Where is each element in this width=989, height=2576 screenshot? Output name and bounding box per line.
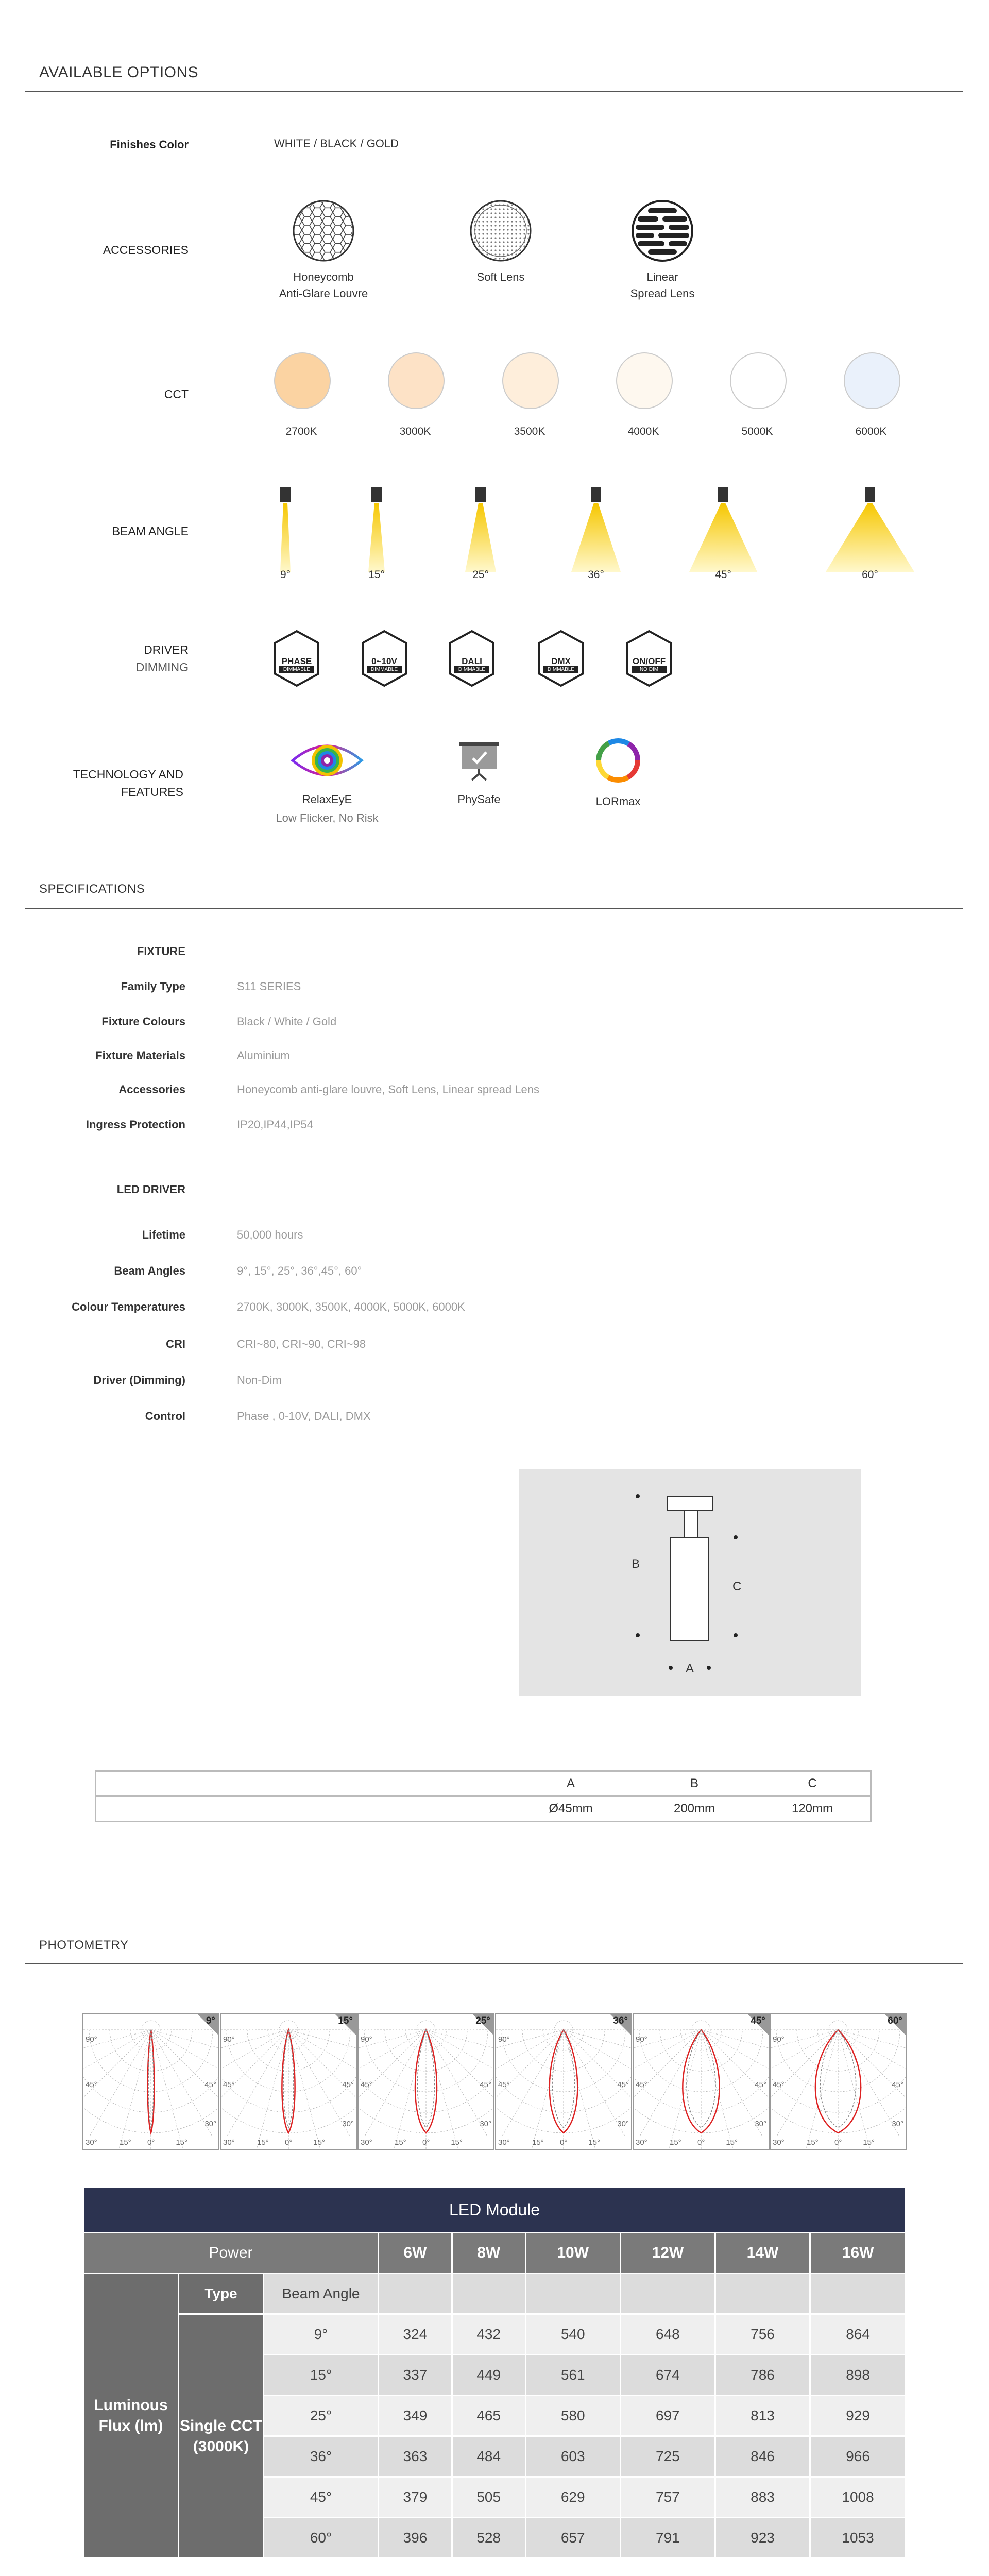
cct-label: 3500K <box>514 426 545 437</box>
driver-type-label: DMX <box>551 656 571 666</box>
dali-dimming-icon <box>448 630 496 687</box>
phase-dimming-icon <box>273 630 320 687</box>
dim-value-a: Ø45mm <box>549 1802 593 1816</box>
cct-label: 4000K <box>627 426 659 437</box>
beam-angle-label: BEAM ANGLE <box>112 524 189 538</box>
cct-label: 3000K <box>399 426 431 437</box>
spec-key: Colour Temperatures <box>72 1300 185 1313</box>
beam-cone-icon <box>275 487 296 572</box>
flux-value: 505 <box>452 2477 525 2518</box>
flux-value: 864 <box>810 2314 906 2355</box>
power-8w: 8W <box>452 2233 525 2274</box>
polar-angle-label: 15° <box>176 2138 187 2147</box>
power-6w: 6W <box>379 2233 452 2274</box>
spec-value: Aluminium <box>237 1049 290 1062</box>
driver-dim-label: DIMMABLE <box>283 667 311 672</box>
polar-angle-label: 45° <box>892 2080 903 2089</box>
polar-angle-label: 15° <box>451 2138 463 2147</box>
physafe-icon <box>454 740 504 781</box>
section-divider <box>25 908 963 909</box>
polar-angle-label: 45° <box>636 2080 647 2089</box>
beam-cone-icon <box>825 487 915 572</box>
polar-angle-label: 30° <box>755 2120 766 2128</box>
polar-beam-label: 9° <box>206 2015 215 2026</box>
driver-dimming-label: DRIVER DIMMING <box>135 643 189 674</box>
cct-label: 5000K <box>741 426 773 437</box>
polar-angle-label: 30° <box>86 2138 97 2147</box>
spec-key: Beam Angles <box>114 1264 185 1277</box>
power-10w: 10W <box>525 2233 620 2274</box>
spec-key: Fixture Materials <box>95 1049 185 1062</box>
polar-angle-label: 15° <box>670 2138 681 2147</box>
beam-angle-cell: 60° <box>264 2518 379 2558</box>
beam-angle-value: 60° <box>862 569 878 581</box>
polar-angle-label: 30° <box>480 2120 491 2128</box>
power-14w: 14W <box>715 2233 810 2274</box>
flux-value: 648 <box>620 2314 715 2355</box>
polar-angle-label: 30° <box>892 2120 903 2128</box>
type-label: Type <box>179 2274 264 2314</box>
polar-angle-label: 0° <box>560 2138 568 2147</box>
lormax-icon <box>593 736 643 785</box>
beam-angle-value: 36° <box>588 569 604 581</box>
luminous-flux-table <box>82 2186 907 2559</box>
polar-angle-label: 45° <box>86 2080 97 2089</box>
lormax-name: LORmax <box>595 795 641 808</box>
flux-value: 580 <box>525 2396 620 2436</box>
table-row <box>96 1797 871 1822</box>
polar-angle-label: 15° <box>257 2138 269 2147</box>
soft-lens-icon <box>469 199 533 263</box>
polar-angle-label: 90° <box>498 2035 510 2044</box>
polar-chart <box>357 2013 494 2150</box>
spec-value: 50,000 hours <box>237 1228 303 1241</box>
relaxeye-name: RelaxEyE <box>302 793 352 806</box>
flux-value: 432 <box>452 2314 525 2355</box>
section-divider <box>25 1963 963 1964</box>
cct-label: 2700K <box>285 426 317 437</box>
empty-cell <box>452 2274 525 2314</box>
power-label: Power <box>83 2233 379 2274</box>
photometry-title: PHOTOMETRY <box>39 1938 129 1952</box>
driver-type-label: 0~10V <box>371 656 397 666</box>
polar-angle-label: 30° <box>773 2138 785 2147</box>
beam-angle-cell: 15° <box>264 2355 379 2396</box>
polar-angle-label: 15° <box>395 2138 406 2147</box>
dimension-table <box>95 1770 872 1822</box>
polar-angle-label: 45° <box>773 2080 785 2089</box>
flux-value: 898 <box>810 2355 906 2396</box>
flux-value: 697 <box>620 2396 715 2436</box>
flux-value: 465 <box>452 2396 525 2436</box>
polar-angle-label: 45° <box>755 2080 766 2089</box>
empty-cell <box>715 2274 810 2314</box>
flux-value: 337 <box>379 2355 452 2396</box>
dim-value-c: 120mm <box>791 1802 833 1816</box>
driver-dim-label: DIMMABLE <box>458 667 486 672</box>
dimension-label-c: C <box>732 1580 742 1594</box>
relaxeye-sub: Low Flicker, No Risk <box>276 811 379 824</box>
empty-cell <box>620 2274 715 2314</box>
dim-header-c: C <box>755 1771 871 1797</box>
cct-swatch <box>844 352 900 409</box>
relaxeye-icon <box>288 736 366 785</box>
polar-angle-label: 45° <box>342 2080 354 2089</box>
fixture-heading: FIXTURE <box>137 945 185 958</box>
polar-beam-label: 36° <box>613 2015 628 2026</box>
spec-key: Control <box>145 1410 185 1422</box>
beam-angle-cell: 25° <box>264 2396 379 2436</box>
accessory-caption-2: Soft Lens <box>476 270 525 283</box>
spec-value: Non-Dim <box>237 1374 282 1386</box>
polar-angle-label: 45° <box>480 2080 491 2089</box>
beam-angle-value: 25° <box>472 569 489 581</box>
beam-angle-value: 45° <box>715 569 731 581</box>
dimension-label-b: B <box>632 1557 640 1571</box>
flux-value: 1053 <box>810 2518 906 2558</box>
flux-value: 1008 <box>810 2477 906 2518</box>
section-divider <box>25 91 963 92</box>
table-row <box>83 2274 906 2314</box>
led-module-title: LED Module <box>83 2187 906 2233</box>
table-row <box>83 2233 906 2274</box>
polar-angle-label: 15° <box>588 2138 600 2147</box>
polar-angle-label: 30° <box>498 2138 510 2147</box>
flux-label: Luminous Flux (lm) <box>83 2274 179 2558</box>
linear-spread-icon <box>630 199 694 263</box>
flux-value: 324 <box>379 2314 452 2355</box>
beam-angle-value: 15° <box>368 569 385 581</box>
empty-cell <box>379 2274 452 2314</box>
flux-value: 846 <box>715 2436 810 2477</box>
dimension-label-a: A <box>686 1662 694 1675</box>
dmx-dimming-icon <box>537 630 585 687</box>
polar-chart <box>495 2013 632 2150</box>
flux-value: 786 <box>715 2355 810 2396</box>
spec-key: Family Type <box>121 980 185 993</box>
spec-value: CRI~80, CRI~90, CRI~98 <box>237 1337 366 1350</box>
polar-angle-label: 15° <box>532 2138 544 2147</box>
dim-value-b: 200mm <box>673 1802 715 1816</box>
table-row <box>83 2187 906 2233</box>
flux-value: 966 <box>810 2436 906 2477</box>
honeycomb-icon <box>292 199 355 263</box>
finishes-label: Finishes Color <box>110 138 189 151</box>
polar-chart <box>220 2013 357 2150</box>
polar-angle-label: 30° <box>617 2120 629 2128</box>
polar-angle-label: 30° <box>223 2138 235 2147</box>
polar-chart <box>82 2013 219 2150</box>
polar-angle-label: 90° <box>636 2035 647 2044</box>
polar-angle-label: 0° <box>147 2138 155 2147</box>
polar-beam-label: 25° <box>475 2015 490 2026</box>
spec-value: S11 SERIES <box>237 980 301 993</box>
empty-cell <box>525 2274 620 2314</box>
cct-label: CCT <box>164 387 189 401</box>
polar-angle-label: 45° <box>223 2080 235 2089</box>
on-off-icon <box>625 630 673 687</box>
available-options-title: AVAILABLE OPTIONS <box>39 64 199 81</box>
accessory-caption-1: Honeycomb Anti-Glare Louvre <box>279 270 368 300</box>
polar-chart <box>633 2013 770 2150</box>
power-12w: 12W <box>620 2233 715 2274</box>
type-value: Single CCT (3000K) <box>179 2314 264 2558</box>
polar-angle-label: 15° <box>120 2138 131 2147</box>
polar-beam-label: 15° <box>338 2015 353 2026</box>
beam-angle-cell: 9° <box>264 2314 379 2355</box>
spec-key: Driver (Dimming) <box>93 1374 185 1386</box>
flux-value: 349 <box>379 2396 452 2436</box>
polar-beam-label: 45° <box>751 2015 765 2026</box>
beam-angle-header: Beam Angle <box>264 2274 379 2314</box>
polar-chart <box>770 2013 907 2150</box>
accessory-caption-3: Linear Spread Lens <box>630 270 695 300</box>
driver-type-label: ON/OFF <box>632 656 666 666</box>
physafe-name: PhySafe <box>457 793 501 806</box>
polar-angle-label: 90° <box>223 2035 235 2044</box>
spec-value: 2700K, 3000K, 3500K, 4000K, 5000K, 6000K <box>237 1300 465 1313</box>
polar-angle-label: 15° <box>313 2138 325 2147</box>
driver-type-label: DALI <box>462 656 482 666</box>
spec-key: Lifetime <box>142 1228 185 1241</box>
spec-key: Ingress Protection <box>86 1118 185 1131</box>
flux-value: 725 <box>620 2436 715 2477</box>
spec-key: Fixture Colours <box>101 1015 185 1028</box>
flux-value: 363 <box>379 2436 452 2477</box>
empty-cell <box>810 2274 906 2314</box>
spec-value: Honeycomb anti-glare louvre, Soft Lens, Linear spread Lens <box>237 1083 540 1096</box>
beam-angle-cell: 36° <box>264 2436 379 2477</box>
polar-angle-label: 45° <box>617 2080 629 2089</box>
polar-angle-label: 0° <box>422 2138 430 2147</box>
beam-cone-icon <box>366 487 387 572</box>
polar-angle-label: 30° <box>361 2138 372 2147</box>
beam-angle-cell: 45° <box>264 2477 379 2518</box>
beam-cone-icon <box>688 487 758 572</box>
polar-angle-label: 30° <box>204 2120 216 2128</box>
flux-value: 813 <box>715 2396 810 2436</box>
flux-value: 396 <box>379 2518 452 2558</box>
cct-swatch <box>274 352 331 409</box>
polar-angle-label: 30° <box>636 2138 647 2147</box>
flux-value: 791 <box>620 2518 715 2558</box>
spec-value: Black / White / Gold <box>237 1015 337 1028</box>
flux-value: 883 <box>715 2477 810 2518</box>
driver-dim-label: DIMMABLE <box>370 667 398 672</box>
polar-angle-label: 0° <box>834 2138 842 2147</box>
led-driver-heading: LED DRIVER <box>116 1183 185 1196</box>
flux-value: 929 <box>810 2396 906 2436</box>
flux-value: 379 <box>379 2477 452 2518</box>
dim-header-a: A <box>507 1771 634 1797</box>
flux-value: 923 <box>715 2518 810 2558</box>
flux-value: 629 <box>525 2477 620 2518</box>
polar-angle-label: 0° <box>285 2138 293 2147</box>
flux-value: 484 <box>452 2436 525 2477</box>
flux-value: 757 <box>620 2477 715 2518</box>
spec-key: Accessories <box>118 1083 185 1096</box>
table-row <box>83 2314 906 2355</box>
polar-angle-label: 90° <box>773 2035 785 2044</box>
spec-key: CRI <box>166 1337 185 1350</box>
cct-swatch <box>502 352 559 409</box>
finishes-value: WHITE / BLACK / GOLD <box>274 137 399 150</box>
flux-value: 449 <box>452 2355 525 2396</box>
driver-dim-label: DIMMABLE <box>547 667 575 672</box>
polar-angle-label: 30° <box>342 2120 354 2128</box>
dim-header-b: B <box>634 1771 755 1797</box>
spec-value: 9°, 15°, 25°, 36°,45°, 60° <box>237 1264 362 1277</box>
power-16w: 16W <box>810 2233 906 2274</box>
polar-angle-label: 45° <box>204 2080 216 2089</box>
technology-label: TECHNOLOGY AND FEATURES <box>73 768 183 799</box>
beam-cone-icon <box>464 487 497 572</box>
accessories-label: ACCESSORIES <box>103 243 189 257</box>
cct-swatch <box>730 352 787 409</box>
polar-angle-label: 0° <box>697 2138 705 2147</box>
flux-value: 674 <box>620 2355 715 2396</box>
0-10v-dimming-icon <box>361 630 408 687</box>
polar-angle-label: 90° <box>361 2035 372 2044</box>
driver-dim-label: NO DIM <box>639 667 659 672</box>
flux-value: 657 <box>525 2518 620 2558</box>
specifications-title: SPECIFICATIONS <box>39 882 145 896</box>
table-row <box>96 1771 871 1797</box>
cct-swatch <box>616 352 673 409</box>
flux-value: 540 <box>525 2314 620 2355</box>
spec-value: Phase , 0-10V, DALI, DMX <box>237 1410 371 1422</box>
polar-angle-label: 45° <box>361 2080 372 2089</box>
polar-angle-label: 15° <box>863 2138 875 2147</box>
beam-cone-icon <box>570 487 622 572</box>
polar-angle-label: 90° <box>86 2035 97 2044</box>
flux-value: 603 <box>525 2436 620 2477</box>
polar-angle-label: 15° <box>726 2138 738 2147</box>
polar-beam-label: 60° <box>888 2015 902 2026</box>
spec-value: IP20,IP44,IP54 <box>237 1118 313 1131</box>
beam-angle-value: 9° <box>280 569 291 581</box>
cct-label: 6000K <box>855 426 887 437</box>
cct-swatch <box>388 352 445 409</box>
polar-angle-label: 15° <box>807 2138 819 2147</box>
flux-value: 528 <box>452 2518 525 2558</box>
polar-angle-label: 45° <box>498 2080 510 2089</box>
flux-value: 561 <box>525 2355 620 2396</box>
flux-value: 756 <box>715 2314 810 2355</box>
driver-type-label: PHASE <box>281 656 312 666</box>
